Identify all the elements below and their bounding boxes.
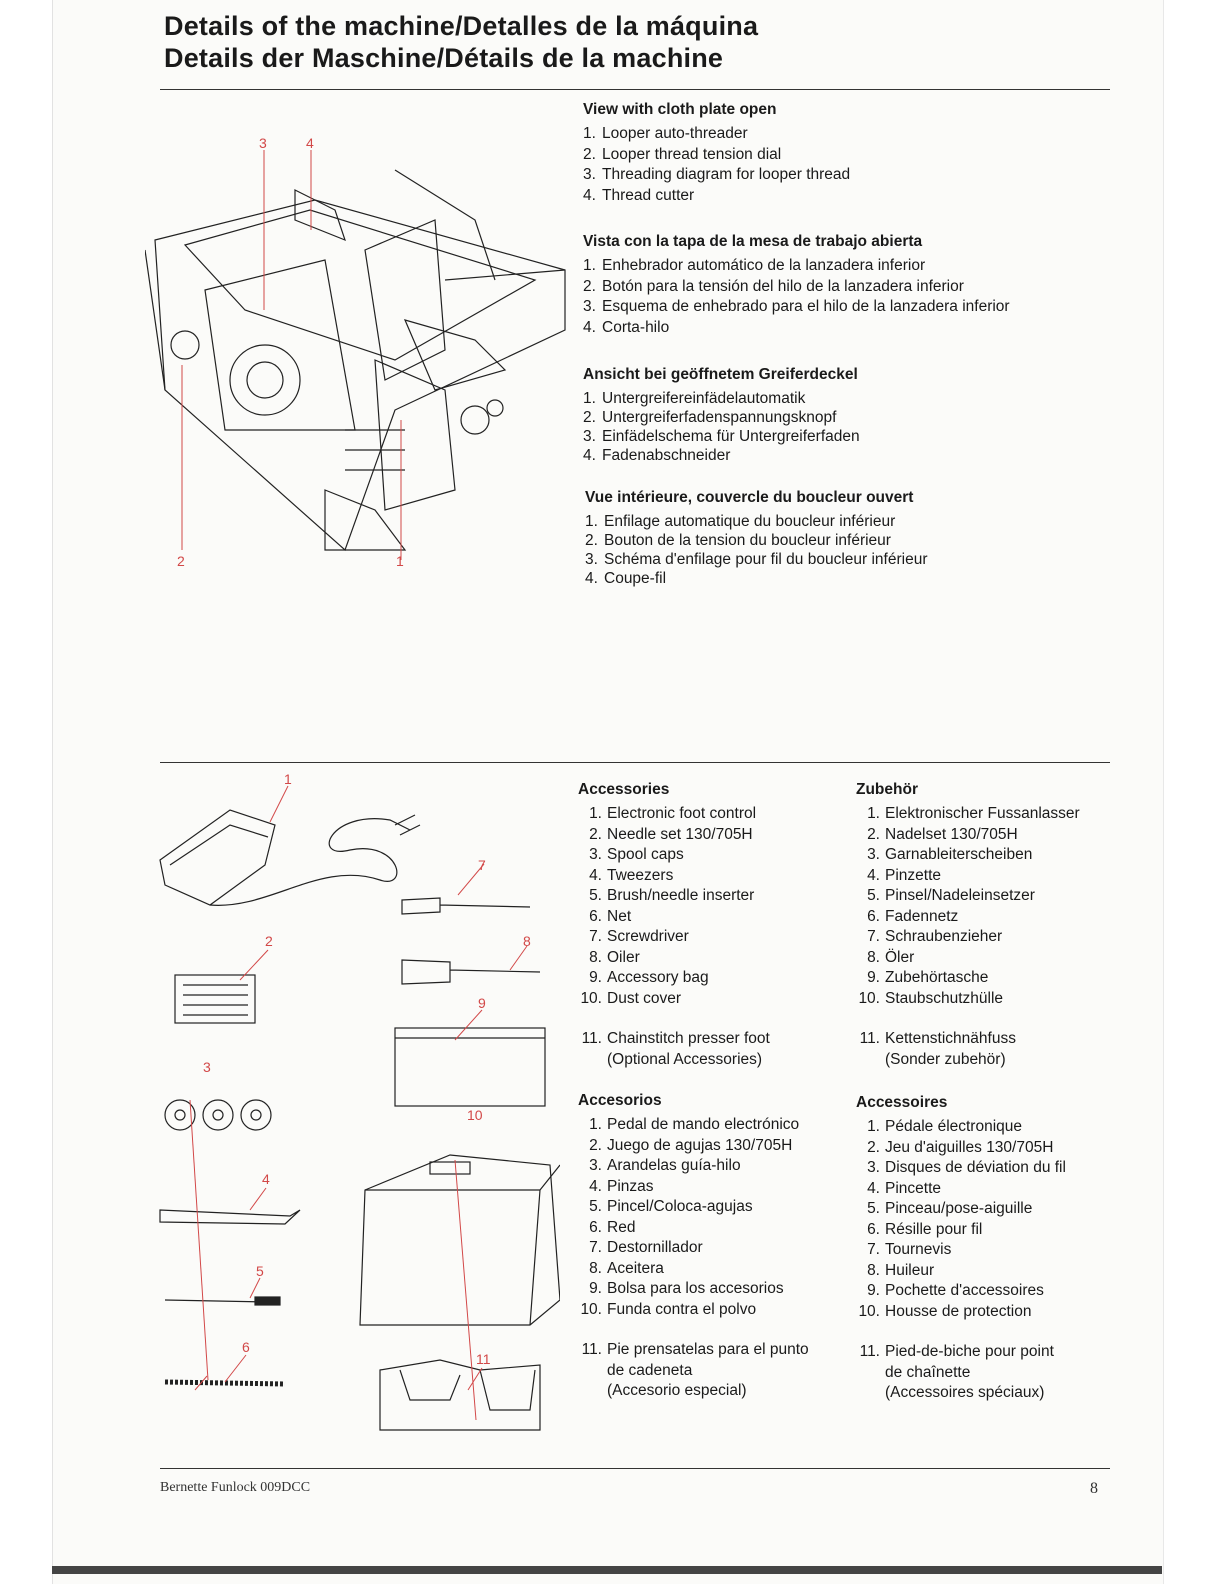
- list-item: 8. Oiler: [589, 948, 640, 966]
- list-item: 11. Chainstitch presser foot: [581, 1030, 770, 1047]
- list-item: 10. Staubschutzhülle: [858, 989, 1004, 1007]
- accessories-spanish: [578, 1091, 809, 1402]
- list-item: 4. Coupe-fil: [585, 570, 667, 587]
- list-item: 2. Botón para la tensión del hilo de la lanzadera inferior: [583, 277, 964, 295]
- list-item: 3. Schéma d'enfilage pour fil du boucleur inférieur: [585, 551, 928, 568]
- list-item: 5. Pinceau/pose-aiguille: [867, 1200, 1033, 1217]
- foot-control-drawing: [160, 810, 275, 905]
- callout-acc-2: 2: [265, 933, 273, 949]
- list-item: 3. Garnableiterscheiben: [867, 846, 1033, 863]
- list-item: 8. Huileur: [867, 1261, 935, 1279]
- list-item: 3. Threading diagram for looper thread: [583, 166, 851, 183]
- bottom-divider: [160, 1468, 1110, 1469]
- list-item: 2. Jeu d'aiguilles 130/705H: [867, 1138, 1054, 1156]
- list-item: 4. Fadenabschneider: [583, 447, 731, 464]
- section-heading: Accesorios: [578, 1092, 662, 1109]
- list-item: 6. Net: [589, 907, 632, 925]
- needle-set-drawing: [175, 975, 255, 1023]
- list-item: 2. Untergreiferfadenspannungsknopf: [583, 409, 837, 426]
- list-item: 6. Red: [589, 1218, 636, 1236]
- list-item: 4. Pinzette: [867, 866, 942, 884]
- callout-acc-10: 10: [467, 1107, 483, 1123]
- top-divider: [160, 89, 1110, 90]
- list-item: 11. Pied-de-biche pour point: [859, 1343, 1054, 1360]
- callout-acc-4: 4: [262, 1171, 270, 1187]
- list-item: 1. Enfilage automatique du boucleur inférieur: [585, 513, 896, 530]
- title-line-2: Details der Maschine/Détails de la machine: [164, 43, 724, 73]
- net-drawing: [165, 1382, 285, 1384]
- list-item: 7. Screwdriver: [589, 928, 689, 945]
- callout-1: 1: [396, 553, 404, 569]
- list-item: 7. Schraubenzieher: [867, 928, 1003, 945]
- list-item: 5. Pinsel/Nadeleinsetzer: [867, 887, 1035, 904]
- list-item: 3. Esquema de enhebrado para el hilo de la lanzadera inferior: [583, 298, 1010, 315]
- list-item: 5. Brush/needle inserter: [589, 887, 755, 904]
- footer-model: Bernette Funlock 009DCC: [160, 1480, 311, 1495]
- tweezers-drawing: [160, 1210, 300, 1224]
- machine-cloth-plate-open-illustration: [145, 130, 575, 580]
- list-item: 2. Juego de agujas 130/705H: [589, 1136, 793, 1154]
- list-item: 6. Résille pour fil: [867, 1220, 983, 1238]
- list-item: 1. Pédale électronique: [867, 1118, 1023, 1135]
- list-item-note: (Optional Accessories): [607, 1050, 763, 1068]
- cloth-plate-spanish: [583, 232, 1010, 338]
- section-heading: Accessoires: [856, 1094, 948, 1111]
- callout-4: 4: [306, 135, 314, 151]
- list-item: 3. Disques de déviation du fil: [867, 1159, 1066, 1176]
- list-item: 1. Looper auto-threader: [583, 125, 748, 142]
- list-item: 11. Kettenstichnähfuss: [859, 1030, 1016, 1047]
- scan-edge-bar: [52, 1566, 1162, 1574]
- list-item: 3. Spool caps: [589, 846, 684, 863]
- list-item: 4. Tweezers: [589, 866, 674, 884]
- callout-acc-8: 8: [523, 933, 531, 949]
- callout-acc-1: 1: [284, 771, 292, 787]
- list-item: 7. Tournevis: [867, 1241, 952, 1258]
- chainstitch-foot-drawing: [380, 1360, 540, 1430]
- accessories-german: [856, 780, 1080, 1070]
- list-item: 3. Einfädelschema für Untergreiferfaden: [583, 428, 860, 445]
- list-item: 4. Pincette: [867, 1179, 942, 1197]
- list-item-cont: de chaînette: [885, 1363, 971, 1381]
- list-item: 8. Aceitera: [589, 1259, 664, 1277]
- callout-2: 2: [177, 553, 185, 569]
- list-item: 1. Electronic foot control: [589, 805, 757, 822]
- list-item: 2. Nadelset 130/705H: [867, 825, 1018, 843]
- accessories-illustration: [150, 770, 560, 1450]
- callout-acc-11: 11: [476, 1351, 491, 1367]
- callout-acc-5: 5: [256, 1263, 264, 1279]
- list-item: 10. Housse de protection: [858, 1302, 1032, 1320]
- section-heading: Accessories: [578, 781, 670, 798]
- list-item: 10. Funda contra el polvo: [580, 1300, 757, 1318]
- callout-acc-7: 7: [478, 857, 486, 873]
- dust-cover-drawing: [360, 1155, 560, 1325]
- list-item: 9. Bolsa para los accesorios: [589, 1280, 784, 1297]
- accessories-french: [856, 1093, 1066, 1404]
- list-item-note: (Sonder zubehör): [885, 1050, 1006, 1068]
- callout-3: 3: [259, 135, 267, 151]
- list-item-note: (Accessoires spéciaux): [885, 1384, 1045, 1401]
- middle-divider: [160, 762, 1110, 763]
- callout-acc-3: 3: [203, 1059, 211, 1075]
- page-number: 8: [1090, 1480, 1098, 1497]
- section-heading: Zubehör: [856, 781, 918, 798]
- list-item: 1. Enhebrador automático de la lanzadera inferior: [583, 257, 926, 274]
- list-item: 9. Pochette d'accessoires: [867, 1282, 1044, 1299]
- title-line-1: Details of the machine/Detalles de la máquina: [164, 11, 759, 41]
- list-item: 1. Elektronischer Fussanlasser: [867, 805, 1080, 822]
- list-item: 3. Arandelas guía-hilo: [589, 1157, 741, 1174]
- callout-acc-9: 9: [478, 995, 486, 1011]
- list-item: 7. Destornillador: [589, 1239, 703, 1256]
- list-item: 2. Bouton de la tension du boucleur inférieur: [585, 532, 891, 549]
- list-item: 9. Zubehörtasche: [867, 969, 989, 986]
- list-item-cont: de cadeneta: [607, 1361, 693, 1379]
- section-heading: Vista con la tapa de la mesa de trabajo abierta: [583, 233, 923, 250]
- section-heading: View with cloth plate open: [583, 101, 777, 118]
- section-heading: Ansicht bei geöffnetem Greiferdeckel: [583, 366, 858, 383]
- list-item: 4. Corta-hilo: [583, 318, 670, 336]
- accessories-english: [578, 780, 770, 1070]
- list-item: 4. Pinzas: [589, 1177, 654, 1195]
- list-item: 8. Öler: [867, 948, 915, 966]
- brush-drawing: [165, 1300, 270, 1302]
- accessory-bag-drawing: [395, 1028, 545, 1106]
- page-title: [164, 10, 758, 74]
- list-item: 4. Thread cutter: [583, 186, 695, 204]
- list-item: 6. Fadennetz: [867, 907, 959, 925]
- list-item: 11. Pie prensatelas para el punto: [581, 1341, 809, 1358]
- list-item: 5. Pincel/Coloca-agujas: [589, 1198, 753, 1215]
- cloth-plate-german: [583, 365, 860, 465]
- list-item: 1. Pedal de mando electrónico: [589, 1116, 800, 1133]
- list-item: 9. Accessory bag: [589, 969, 709, 986]
- cloth-plate-french: [585, 488, 928, 588]
- list-item: 1. Untergreifereinfädelautomatik: [583, 390, 806, 407]
- list-item: 2. Needle set 130/705H: [589, 825, 753, 843]
- list-item: 2. Looper thread tension dial: [583, 145, 782, 163]
- list-item-note: (Accesorio especial): [607, 1382, 747, 1399]
- section-heading: Vue intérieure, couvercle du boucleur ouvert: [585, 489, 914, 506]
- cloth-plate-english: [583, 100, 850, 206]
- list-item: 10. Dust cover: [580, 989, 682, 1007]
- screwdriver-drawing: [402, 898, 530, 914]
- callout-acc-6: 6: [242, 1339, 250, 1355]
- oiler-drawing: [402, 960, 540, 984]
